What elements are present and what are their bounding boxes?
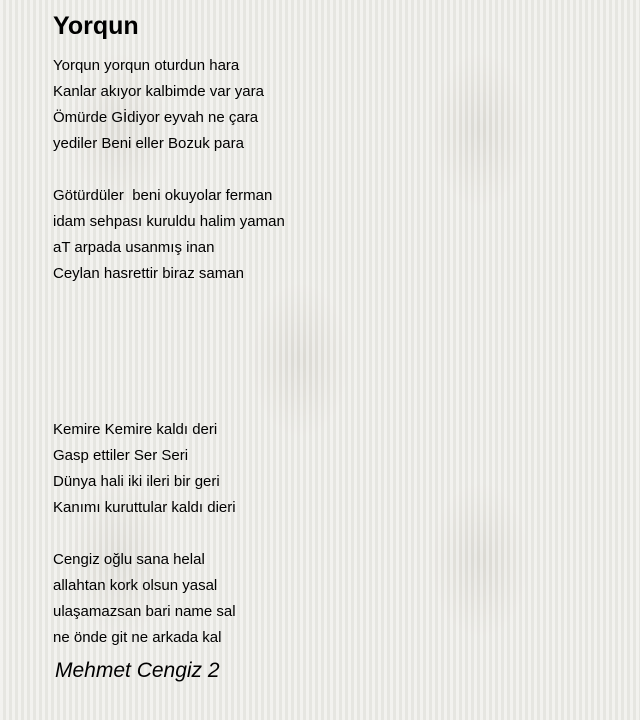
verse-line: ulaşamazsan bari name sal [53,603,236,620]
verse-line: Dünya hali iki ileri bir geri [53,473,220,490]
stanza-4 [53,547,285,651]
verse-line: Ömürde Gİdiyor eyvah ne çara [53,109,259,126]
verse-line: Kanlar akıyor kalbimde var yara [53,83,264,100]
stanza-2 [53,183,285,287]
verse-line: Götürdüler beni okuyolar ferman [53,187,273,204]
poem-title: Yorqun [53,12,139,40]
verse-line: Ceylan hasrettir biraz saman [53,265,244,282]
verse-line: ne önde git ne arkada kal [53,629,222,646]
poem-body [53,53,285,677]
stanza-1 [53,53,285,157]
verse-line: Kanımı kuruttular kaldı dieri [53,499,236,516]
poem-author[interactable]: Mehmet Cengiz 2 [55,659,220,682]
verse-line: Gasp ettiler Ser Seri [53,447,189,464]
verse-line: yediler Beni eller Bozuk para [53,135,244,152]
verse-line: Cengiz oğlu sana helal [53,551,205,568]
verse-line: allahtan kork olsun yasal [53,577,218,594]
verse-line: aT arpada usanmış inan [53,239,215,256]
verse-line: Yorqun yorqun oturdun hara [53,57,240,74]
verse-line: Kemire Kemire kaldı deri [53,421,218,438]
stanza-3 [53,417,285,521]
verse-line: idam sehpası kuruldu halim yaman [53,213,285,230]
